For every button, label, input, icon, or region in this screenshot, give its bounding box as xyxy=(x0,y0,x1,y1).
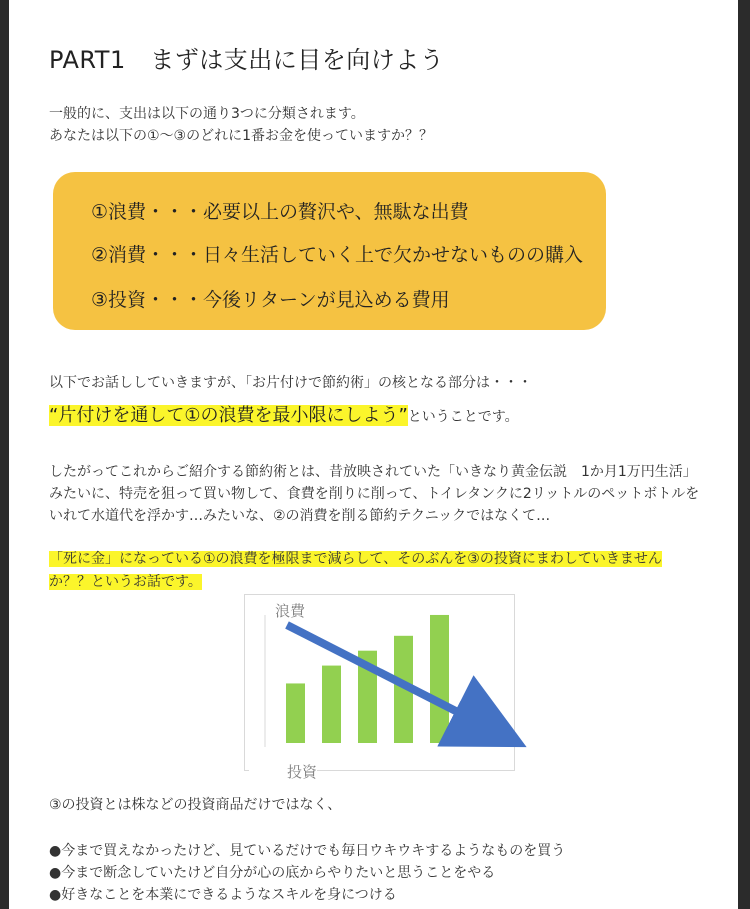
bar-1 xyxy=(286,683,305,743)
waste-label: 浪費 xyxy=(275,602,306,620)
bullet-item: ●好きなことを本業にできるようなスキルを身につける xyxy=(49,887,397,903)
highlight-line-2 xyxy=(49,571,202,593)
category-investment: ③投資・・・今後リターンが見込める費用 xyxy=(91,289,450,311)
waste-vs-investment-chart xyxy=(244,594,515,781)
chart-svg xyxy=(245,595,514,781)
lead-text: 以下でお話ししていきますが、「お片付けで節約術」の核となる部分は・・・ xyxy=(49,375,532,391)
highlight-line-1 xyxy=(49,548,662,570)
invest-note: ③の投資とは株などの投資商品だけではなく、 xyxy=(49,797,342,813)
highlight-text-1: 「死に金」になっている①の浪費を極限まで減らして、そのぶんを③の投資にまわしていきません xyxy=(49,551,662,567)
explain-line-3: いれて水道代を浮かす…みたいな、②の消費を削る節約テクニックではなくて… xyxy=(49,508,551,524)
page-title: PART1 まずは支出に目を向けよう xyxy=(49,46,445,74)
investment-label: 投資 xyxy=(287,763,318,781)
bar-5 xyxy=(430,615,449,743)
falling-arrow xyxy=(287,625,491,729)
intro-line-1: 一般的に、支出は以下の通り3つに分類されます。 xyxy=(49,106,365,122)
bullet-item: ●今まで断念していたけど自分が心の底からやりたいと思うことをやる xyxy=(49,865,496,881)
key-message-suffix: ということです。 xyxy=(407,409,519,425)
key-message xyxy=(49,402,519,431)
key-message-highlight: “片付けを通して①の浪費を最小限にしよう” xyxy=(49,405,408,426)
explain-line-1: したがってこれからご紹介する節約術とは、昔放映されていた「いきなり黄金伝説 1か月1万円生活」 xyxy=(49,464,697,480)
highlight-text-2: か？？というお話です。 xyxy=(49,574,202,590)
spending-categories-box xyxy=(53,172,606,330)
document-page xyxy=(9,0,738,909)
category-consumption: ②消費・・・日々生活していく上で欠かせないものの購入 xyxy=(91,244,584,266)
bar-2 xyxy=(322,666,341,743)
explain-line-2: みたいに、特売を狙って買い物して、食費を削りに削って、トイレタンクに2リットルのペットボトルを xyxy=(49,486,700,502)
bullet-item: ●今まで買えなかったけど、見ているだけでも毎日ウキウキするようなものを買う xyxy=(49,843,566,859)
intro-line-2: あなたは以下の①～③のどれに1番お金を使っていますか？？ xyxy=(49,128,434,144)
category-waste: ①浪費・・・必要以上の贅沢や、無駄な出費 xyxy=(91,201,469,223)
